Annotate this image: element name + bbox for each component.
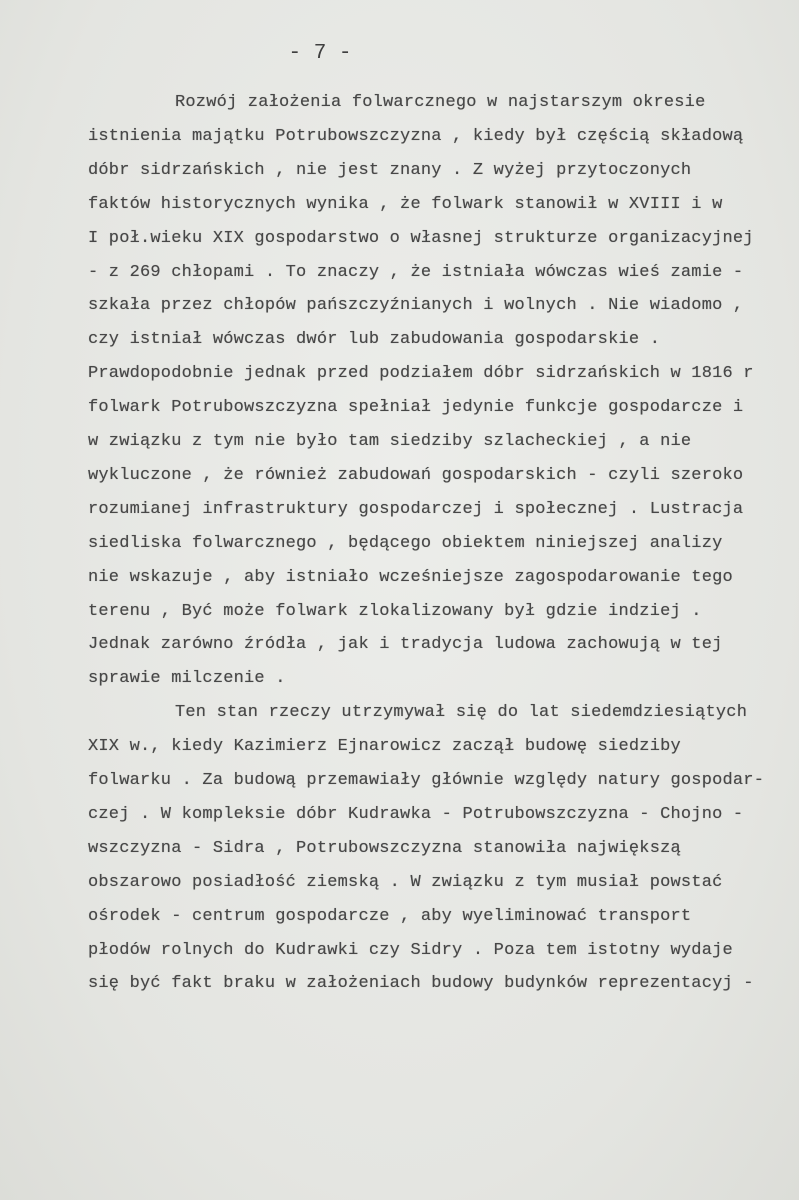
text-line: folwark Potrubowszczyzna spełniał jedynie funkcje gospodarcze i xyxy=(88,398,744,418)
text-line: wszczyzna - Sidra , Potrubowszczyzna stanowiła największą xyxy=(88,838,681,858)
text-line: Rozwój założenia folwarcznego w najstarszym okresie xyxy=(175,93,706,112)
text-line: istnienia majątku Potrubowszczyzna , kiedy był częścią składową xyxy=(88,126,744,146)
page-number: - 7 - xyxy=(288,42,352,65)
text-line: I poł.wieku XIX gospodarstwo o własnej strukturze organizacyjnej xyxy=(88,228,754,248)
text-line: płodów rolnych do Kudrawki czy Sidry . Poza tem istotny wydaje xyxy=(88,940,733,960)
text-line: XIX w., kiedy Kazimierz Ejnarowicz zaczął budowę siedziby xyxy=(88,737,681,757)
text-line: dóbr sidrzańskich , nie jest znany . Z wyżej przytoczonych xyxy=(88,160,692,180)
text-line: się być fakt braku w założeniach budowy budynków reprezentacyj - xyxy=(88,974,754,994)
text-line: szkała przez chłopów pańszczyźnianych i wolnych . Nie wiadomo , xyxy=(88,296,744,316)
text-line: sprawie milczenie . xyxy=(88,669,286,689)
text-line: terenu , Być może folwark zlokalizowany był gdzie indziej . xyxy=(88,601,702,621)
text-line: czej . W kompleksie dóbr Kudrawka - Potrubowszczyzna - Chojno - xyxy=(88,804,744,824)
text-line: faktów historycznych wynika , że folwark stanowił w XVIII i w xyxy=(88,194,723,214)
text-line: folwarku . Za budową przemawiały głównie względy natury gospodar- xyxy=(88,771,765,790)
text-line: obszarowo posiadłość ziemską . W związku z tym musiał powstać xyxy=(88,872,723,892)
text-line: czy istniał wówczas dwór lub zabudowania gospodarskie . xyxy=(88,330,661,350)
text-line: ośrodek - centrum gospodarcze , aby wyeliminować transport xyxy=(88,906,692,926)
text-line: siedliska folwarcznego , będącego obiektem niniejszej analizy xyxy=(88,533,723,553)
text-line: wykluczone , że również zabudowań gospodarskich - czyli szeroko xyxy=(88,465,744,485)
text-line: rozumianej infrastruktury gospodarczej i społecznej . Lustracja xyxy=(88,499,744,519)
text-line: Prawdopodobnie jednak przed podziałem dóbr sidrzańskich w 1816 r xyxy=(88,364,754,384)
text-line: Ten stan rzeczy utrzymywał się do lat siedemdziesiątych xyxy=(175,703,748,723)
text-line: w związku z tym nie było tam siedziby szlacheckiej , a nie xyxy=(88,432,692,451)
text-line: nie wskazuje , aby istniało wcześniejsze zagospodarowanie tego xyxy=(88,567,733,587)
text-line: Jednak zarówno źródła , jak i tradycja ludowa zachowują w tej xyxy=(88,635,723,655)
text-line: - z 269 chłopami . To znaczy , że istniała wówczas wieś zamie - xyxy=(88,262,744,282)
